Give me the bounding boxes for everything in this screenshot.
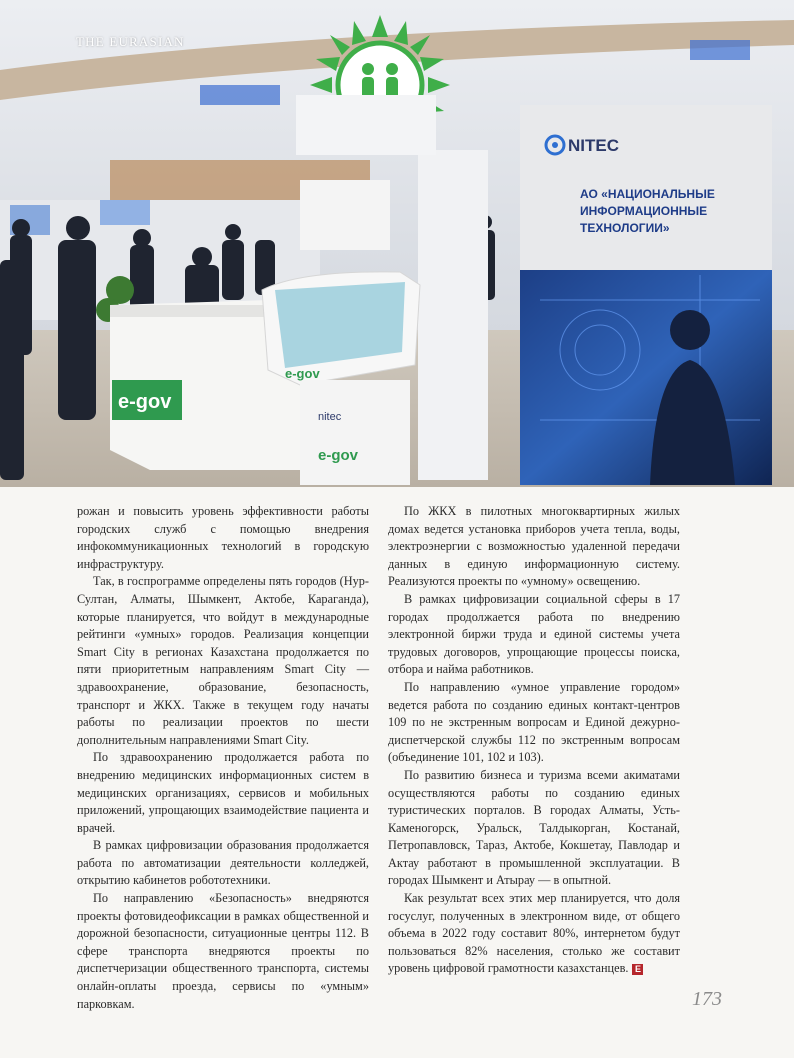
end-of-article-mark: E <box>632 964 643 975</box>
article-column-left <box>77 503 369 1013</box>
page-number: 173 <box>692 988 722 1010</box>
paragraph: По ЖКХ в пилотных многоквартирных жилых домах ведется установка приборов учета тепла, воды, электроэнергии с возможностью удаленной передачи данных в единую информационную систему. Реализуются проекты по «умному» освещению. <box>388 504 680 589</box>
magazine-title: THE EURASIAN <box>76 34 185 49</box>
exhibition-photo <box>0 0 794 487</box>
paragraph-text: Как результат всех этих мер планируется, что доля госуслуг, полученных в электронном виде, от общего объема в 2022 году составит 80%, интернетом будут пользоваться 82% населения, столько же составит уровень цифровой грамотности казахстанцев. <box>388 891 680 976</box>
paragraph: По развитию бизнеса и туризма всеми акиматами осуществляются работы по созданию единых туристических порталов. В городах Алматы, Усть-Каменогорск, Уральск, Талдыкорган, Костанай, Петропавловск, Тараз, Актобе, Кокшетау, Павлодар и Актау работают в промышленной эксплуатации. В городах Шымкент и Атырау — в опытной. <box>388 767 680 888</box>
paragraph: Так, в госпрограмме определены пять городов (Нур-Султан, Алматы, Шымкент, Актобе, Караганда), которые планируется, что войдут в международные рейтинги «умных» городов. Реализация концепции Smart City в регионах Казахстана продолжается по пяти приоритетным направлениям Smart City — здравоохранение, образование, безопасность, транспорт и ЖКХ. Также в текущем году начаты работы по реализации проектов по шести дополнительным направлениями Smart City. <box>77 574 369 747</box>
article-column-right <box>388 503 680 978</box>
desk-egov-label: e-gov <box>118 391 172 413</box>
paragraph: По здравоохранению продолжается работа по внедрению медицинских информационных систем в медицинских организациях, сервисов и мобильных приложений, упрощающих взаимодействие пациента и врачей. <box>77 750 369 835</box>
banner-line-1: АО «НАЦИОНАЛЬНЫЕ <box>580 187 715 201</box>
paragraph: рожан и повысить уровень эффективности работы городских служб с помощью внедрения инфокоммуникационных технологий в городскую инфраструктуру. <box>77 504 369 571</box>
paragraph: В рамках цифровизации социальной сферы в 17 городах продолжается работа по внедрению электронной биржи труда и единой системы учета трудовых договоров, упрощающие процессы поиска, отбора и найма работников. <box>388 591 680 677</box>
banner-line-2: ИНФОРМАЦИОННЫЕ <box>580 204 708 218</box>
paragraph: В рамках цифровизации образования продолжается работа по автоматизации деятельности колледжей, открытию кабинетов робототехники. <box>77 838 369 888</box>
banner-logo: NITEC <box>568 136 619 155</box>
banner-line-3: ТЕХНОЛОГИИ» <box>580 221 670 235</box>
last-paragraph <box>388 890 680 978</box>
kiosk-egov-label: e-gov <box>285 366 320 381</box>
paragraph: По направлению «умное управление городом» ведется работа по созданию единых контакт-центров 109 по не экстренным вопросам и Единой дежурно-диспетчерской службы 112 по экстренным вопросам (объединение 101, 102 и 103). <box>388 679 680 765</box>
paragraph: По направлению «Безопасность» внедряются проекты фотовидеофиксации в рамках общественной и дорожной безопасности, ситуационные центры 112. В сфере транспорта внедряются проекты по диспетчеризации общественного транспорта, системы онлайн-оплаты проезда, сервисы по «умным» парковкам. <box>77 891 369 1011</box>
kiosk-nitec-logo: nitec <box>318 411 342 423</box>
kiosk-egov-bottom-label: e-gov <box>318 447 359 464</box>
